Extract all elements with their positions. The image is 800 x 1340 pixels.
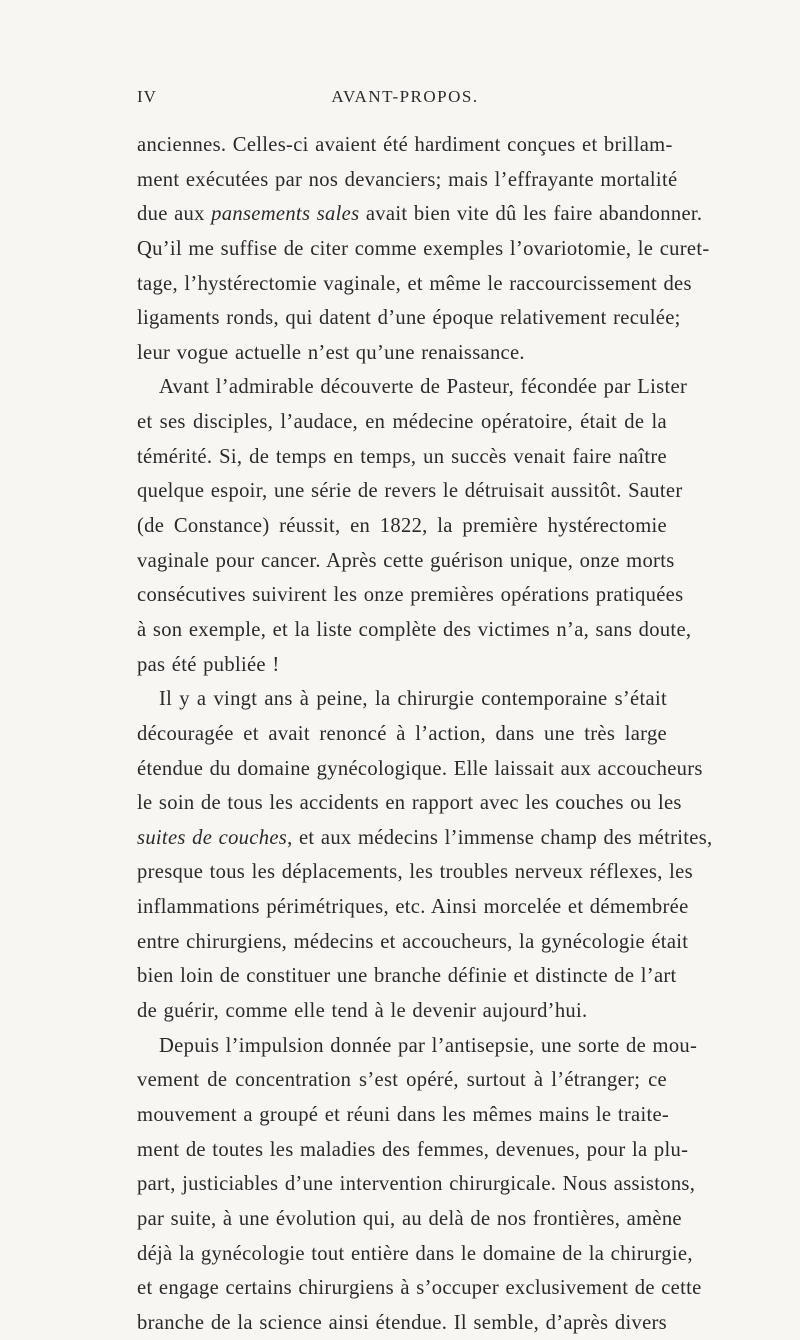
text-line [137,474,683,509]
body-text [137,128,713,1340]
text-segment: inflammations périmétriques, etc. Ainsi morcelée et démembrée [137,896,689,919]
text-line [137,925,689,960]
text-segment: Depuis l’impulsion donnée par l’antisepsie, une sorte de mou- [159,1034,698,1057]
text-line [137,197,703,232]
text-line [137,752,703,787]
text-segment: et ses disciples, l’audace, en médecine opératoire, était de la [137,411,667,434]
text-line [137,336,667,371]
italic-phrase: pansements sales [211,203,360,226]
text-segment: , et aux médecins l’immense champ des métrites, [287,826,713,849]
text-segment: à son exemple, et la liste complète des victimes n’a, sans doute, [137,618,692,641]
text-line [137,301,681,336]
text-line [137,1271,702,1306]
text-segment: Qu’il me suffise de citer comme exemples l’ovariotomie, le curet- [137,237,710,260]
text-line [137,1133,689,1168]
text-segment: leur vogue actuelle n’est qu’une renaissance. [137,341,525,364]
text-segment: ment exécutées par nos devanciers; mais l’effrayante mortalité [137,168,678,191]
text-segment: par suite, à une évolution qui, au delà de nos frontières, amène [137,1207,682,1230]
text-line [137,509,667,544]
text-line [137,682,667,717]
text-segment: Avant l’admirable découverte de Pasteur, fécondée par Lister [159,376,688,399]
text-line [137,440,667,475]
text-line [137,1063,667,1098]
text-line [137,994,667,1029]
text-segment: presque tous les déplacements, les troubles nerveux réflexes, les [137,861,693,884]
text-line [137,1167,696,1202]
text-line [137,405,667,440]
text-segment: anciennes. Celles-ci avaient été hardiment conçues et brillam- [137,134,673,156]
text-line [137,1029,698,1064]
text-line [137,959,677,994]
text-line [137,128,673,163]
text-line [137,890,689,925]
text-line [137,544,675,579]
text-segment: témérité. Si, de temps en temps, un succès venait faire naître [137,445,667,468]
text-segment: avait bien vite dû les faire abandonner. [359,203,703,226]
text-line [137,370,688,405]
text-line [137,1202,682,1237]
text-segment: pas été publiée ! [137,653,280,676]
text-segment: ligaments ronds, qui datent d’une époque relativement reculée; [137,307,681,330]
running-title: AVANT-PROPOS. [331,87,479,106]
text-segment: entre chirurgiens, médecins et accoucheurs, la gynécologie était [137,930,689,953]
text-segment: découragée et avait renoncé à l’action, dans une très large [137,722,667,745]
text-segment: bien loin de constituer une branche définie et distincte de l’art [137,965,677,988]
text-line [137,786,682,821]
text-line [137,232,710,267]
text-line [137,163,678,198]
text-segment: Il y a vingt ans à peine, la chirurgie contemporaine s’était [159,688,667,711]
text-segment: part, justiciables d’une intervention chirurgicale. Nous assistons, [137,1173,696,1196]
text-line [137,1306,667,1340]
text-line [137,578,684,613]
text-line [137,613,692,648]
text-segment: (de Constance) réussit, en 1822, la première hystérectomie [137,515,667,538]
text-segment: ment de toutes les maladies des femmes, devenues, pour la plu- [137,1138,689,1161]
text-line [137,648,667,683]
text-segment: vaginale pour cancer. Après cette guérison unique, onze morts [137,549,675,572]
text-segment: branche de la science ainsi étendue. Il semble, d’après divers [137,1311,667,1334]
text-segment: vement de concentration s’est opéré, surtout à l’étranger; ce [137,1069,667,1092]
text-segment: déjà la gynécologie tout entière dans le domaine de la chirurgie, [137,1242,693,1265]
text-segment: quelque espoir, une série de revers le détruisait aussitôt. Sauter [137,480,683,503]
text-segment: de guérir, comme elle tend à le devenir aujourd’hui. [137,1000,588,1023]
text-line [137,1237,693,1272]
text-line [137,855,693,890]
text-line [137,1098,670,1133]
text-segment: tage, l’hystérectomie vaginale, et même le raccourcissement des [137,272,692,295]
text-line [137,717,667,752]
text-segment: et engage certains chirurgiens à s’occuper exclusivement de cette [137,1277,702,1300]
text-segment: étendue du domaine gynécologique. Elle laissait aux accoucheurs [137,757,703,780]
italic-phrase: suites de couches [137,826,288,849]
text-segment: le soin de tous les accidents en rapport avec les couches ou les [137,792,682,815]
text-segment: due aux [137,203,212,226]
running-head [137,87,673,111]
page-number: IV [137,87,157,106]
text-segment: consécutives suivirent les onze premières opérations pratiquées [137,584,684,607]
text-line [137,267,692,302]
text-line [137,821,713,856]
text-segment: mouvement a groupé et réuni dans les mêmes mains le traite- [137,1103,670,1126]
